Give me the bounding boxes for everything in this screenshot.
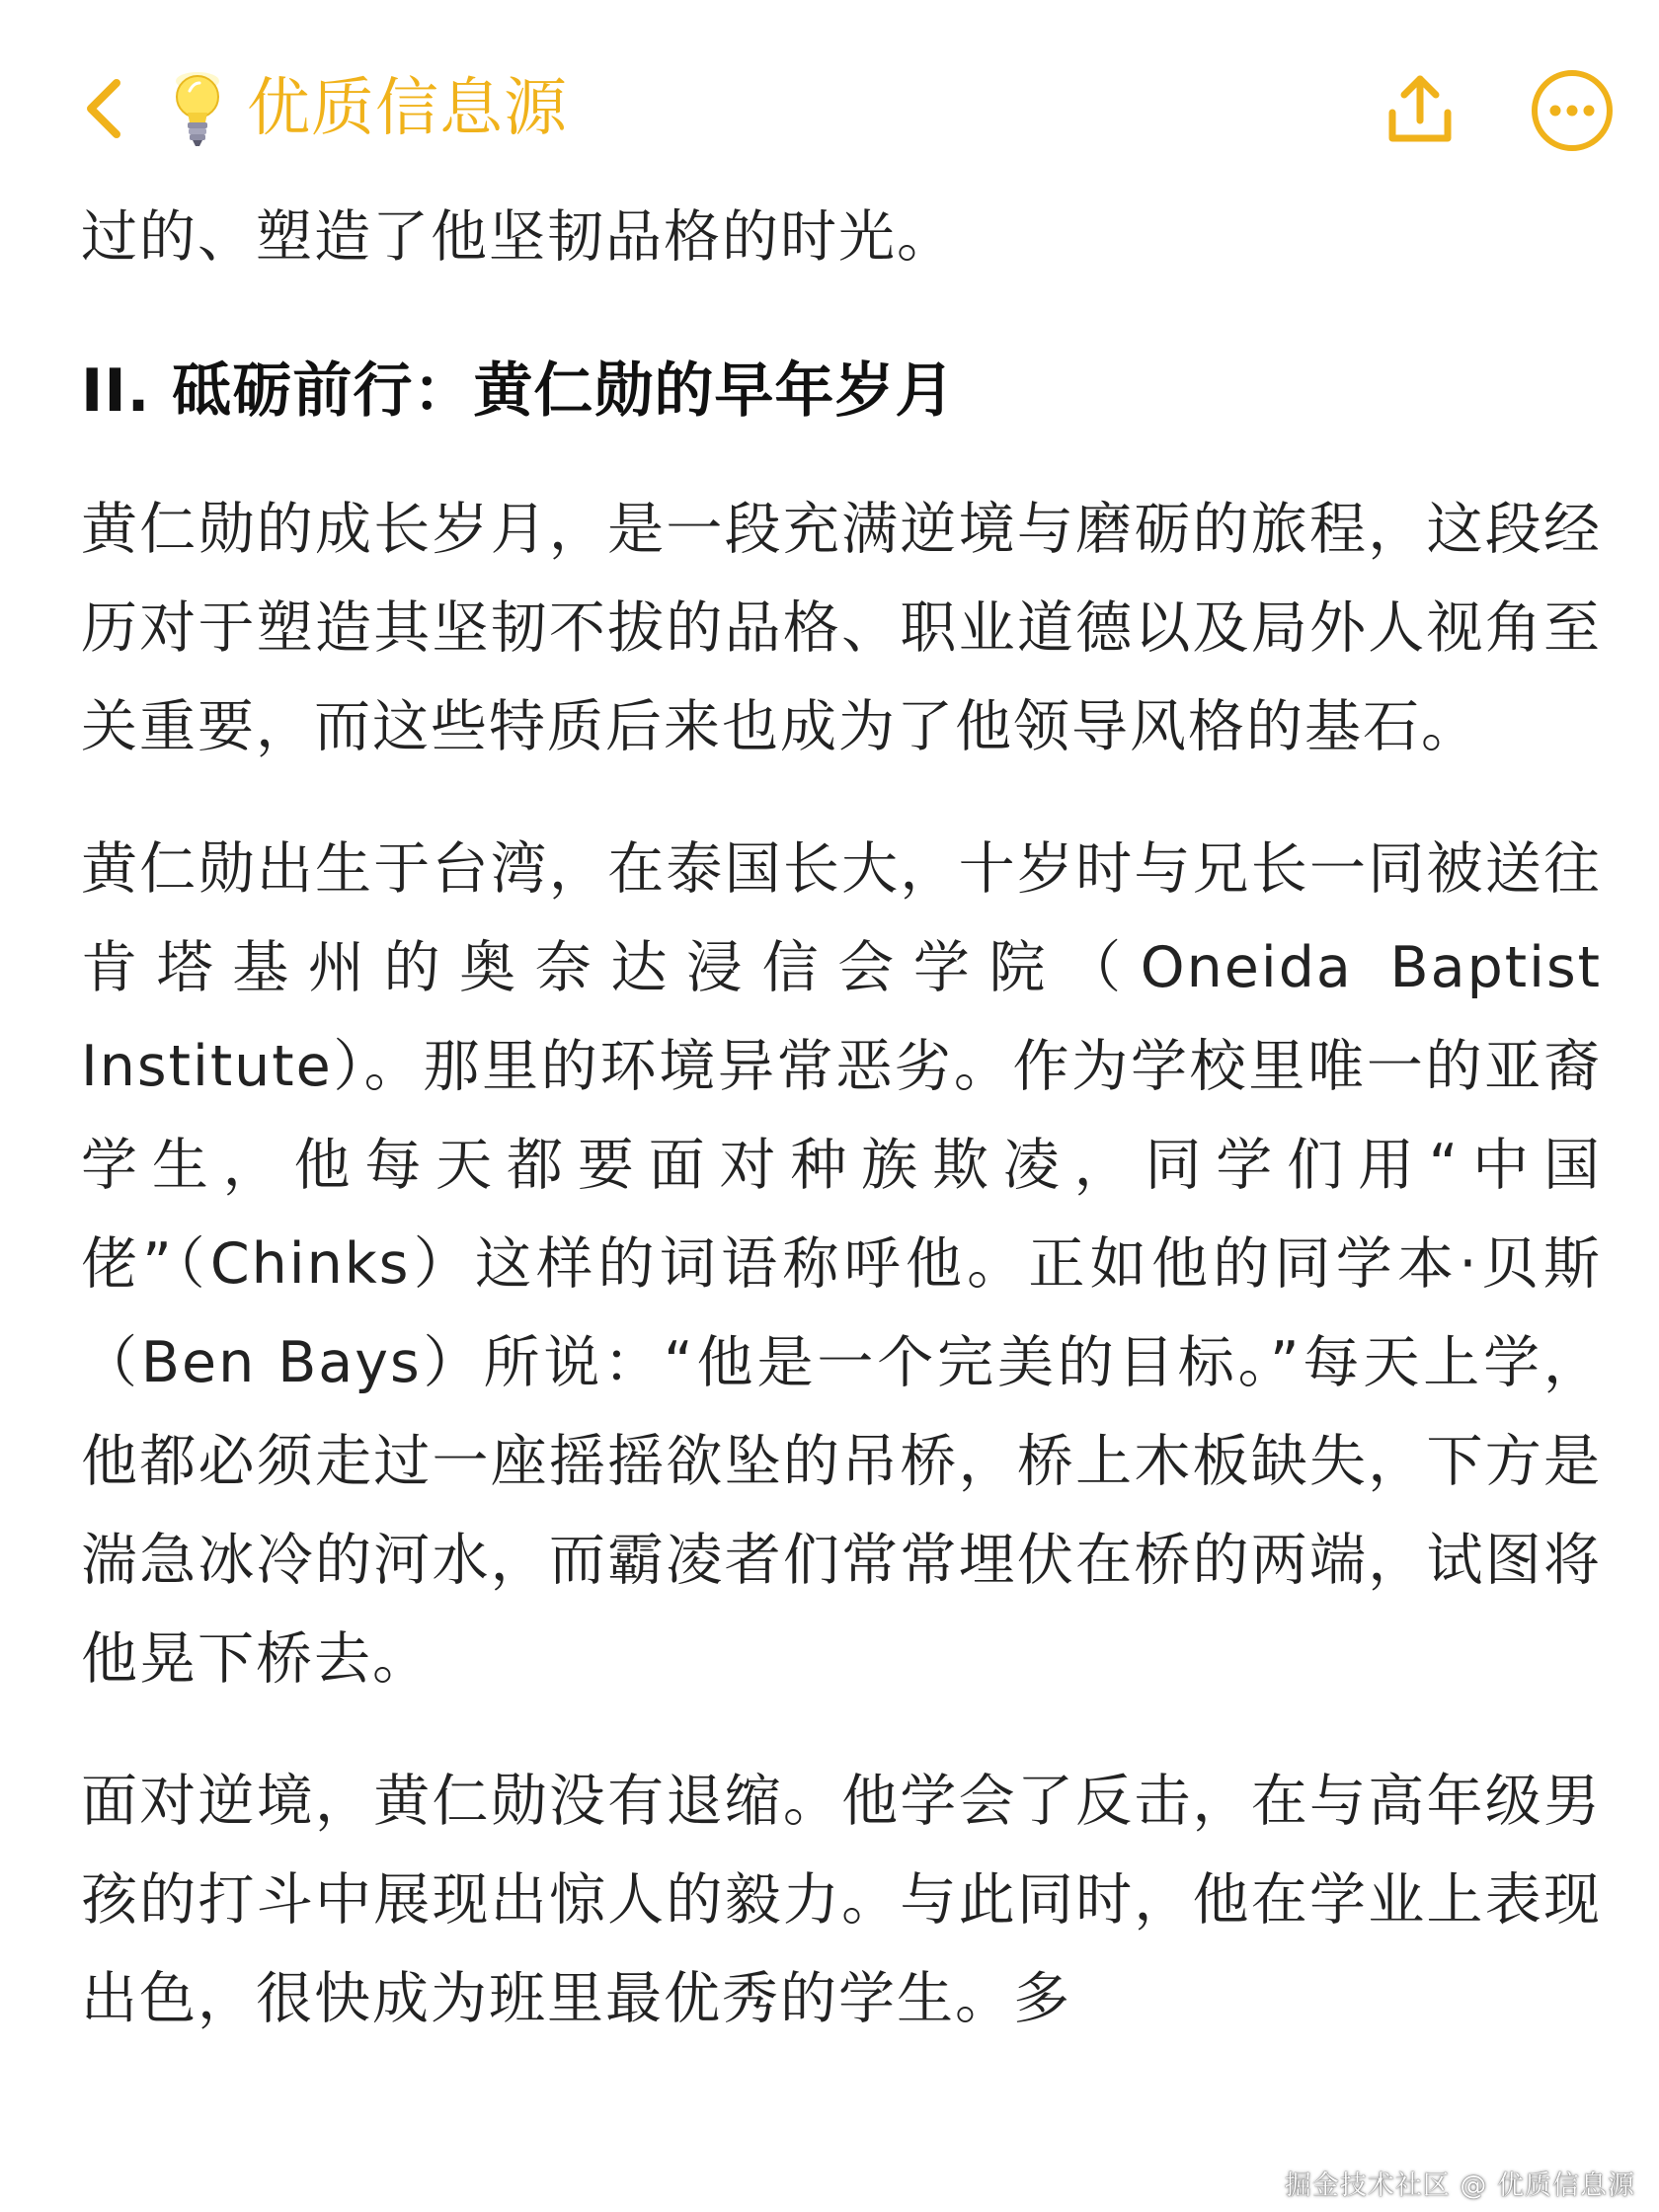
paragraph: 黄仁勋出生于台湾，在泰国长大，十岁时与兄长一同被送往肯塔基州的奥奈达浸信会学院（Oneida Baptist Institute）。那里的环境异常恶劣。作为学校里唯一的亚裔学生，他每天都要面对种族欺凌，同学们用“中国佬”（Chinks）这样的词语称呼他。正如他的同学本·贝斯（Ben Bays）所说：“他是一个完美的目标。”每天上学，他都必须走过一座摇摇欲坠的吊桥，桥上木板缺失，下方是湍急冰冷的河水，而霸凌者们常常埋伏在桥的两端，试图将他晃下桥去。 [81, 836, 1602, 1692]
notebook-title: 优质信息源 [247, 72, 568, 145]
light-bulb-icon [166, 67, 229, 150]
section-heading: II. 砥砺前行：黄仁勋的早年岁月 [81, 356, 956, 426]
chevron-left-icon [77, 69, 136, 148]
paragraph: 黄仁勋的成长岁月，是一段充满逆境与磨砺的旅程，这段经历对于塑造其坚韧不拔的品格、职业道德以及局外人视角至关重要，而这些特质后来也成为了他领导风格的基石。 [81, 497, 1602, 759]
top-bar [0, 0, 1659, 188]
more-button[interactable] [1529, 67, 1616, 154]
more-horizontal-icon [1529, 67, 1616, 154]
share-button[interactable] [1379, 69, 1462, 152]
paragraph: 面对逆境，黄仁勋没有退缩。他学会了反击，在与高年级男孩的打斗中展现出惊人的毅力。与此同时，他在学业上表现出色，很快成为班里最优秀的学生。多 [81, 1769, 1602, 2031]
paragraph-continued: 过的、塑造了他坚韧品格的时光。 [81, 204, 955, 270]
share-icon [1379, 69, 1462, 152]
back-button[interactable] [77, 69, 136, 148]
watermark: 掘金技术社区 @ 优质信息源 [1284, 2171, 1635, 2201]
notebook-header[interactable] [166, 61, 568, 156]
note-body [81, 188, 1602, 2048]
